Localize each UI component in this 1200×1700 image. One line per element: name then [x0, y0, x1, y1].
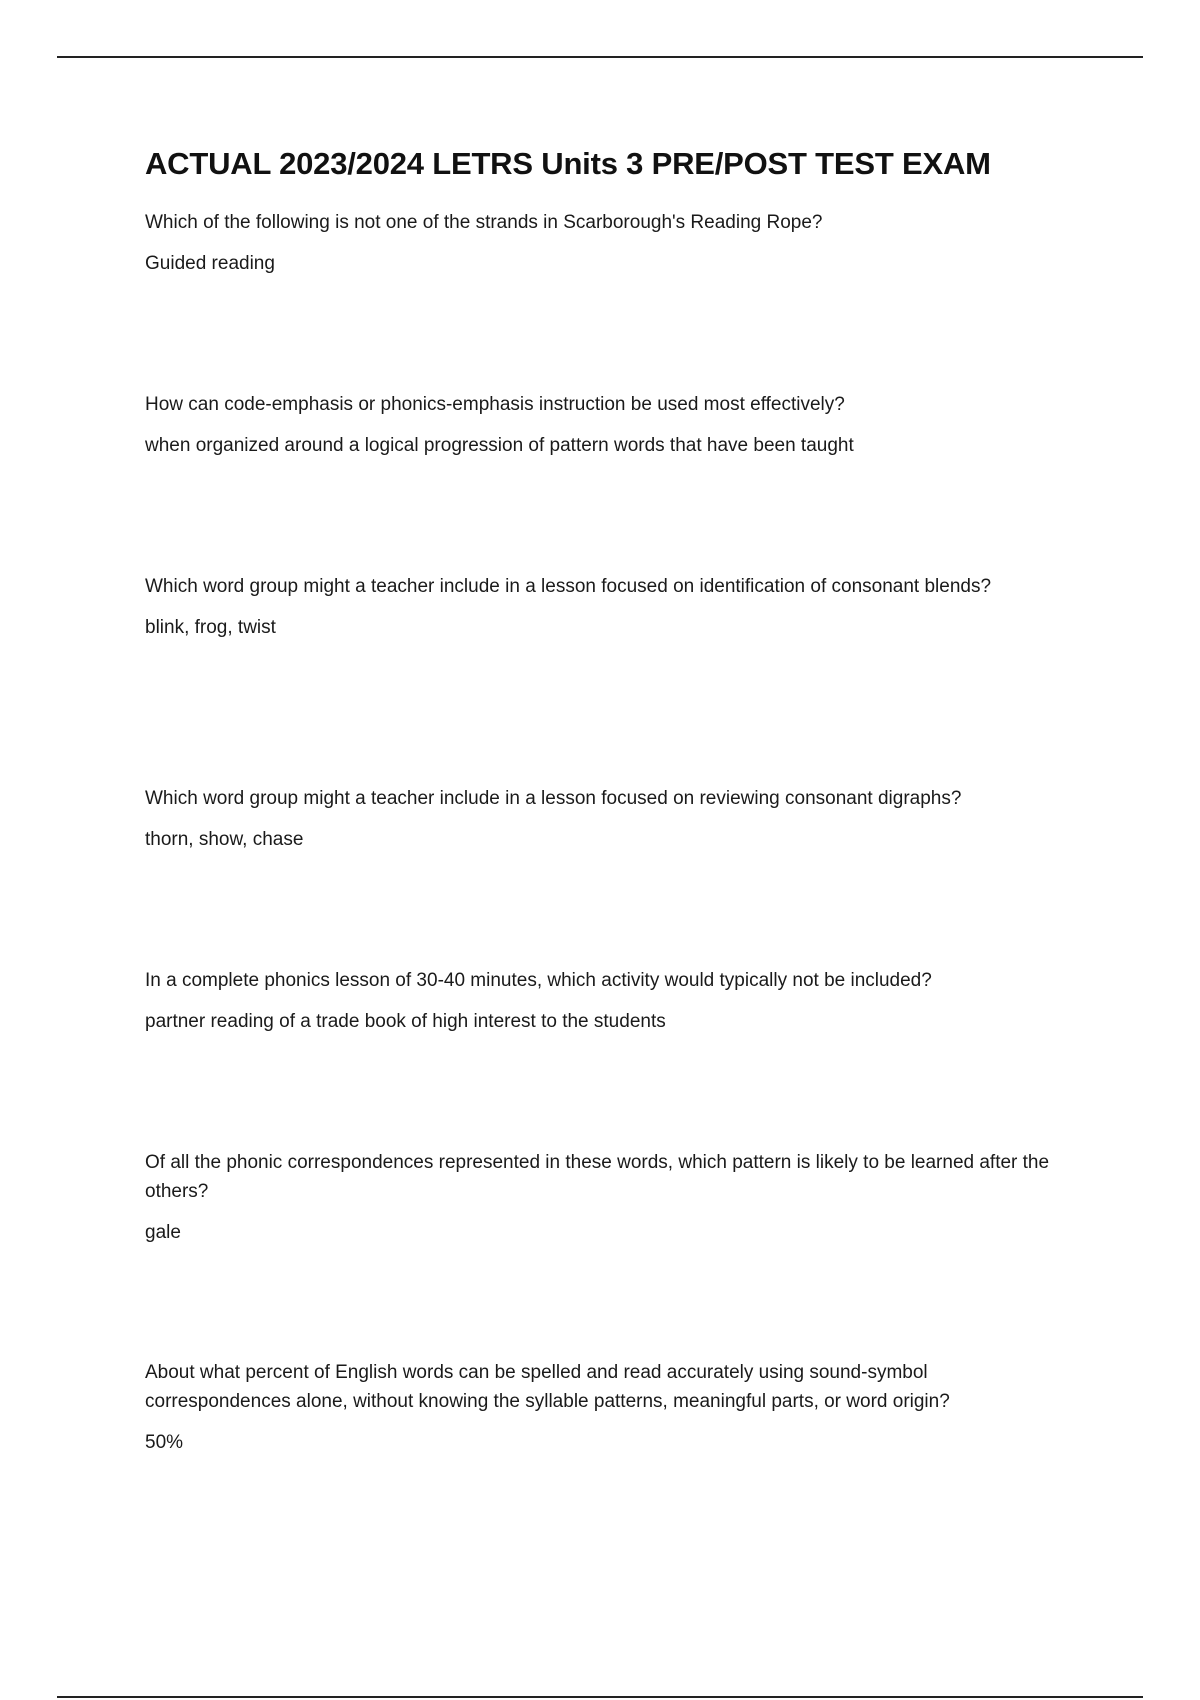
qa-item-1 [145, 208, 1065, 278]
question-text: Of all the phonic correspondences represented in these words, which pattern is likely to be learned after the others? [145, 1152, 1050, 1202]
question-text: About what percent of English words can be spelled and read accurately using sound-symbol correspondences alone, without knowing the syllable patterns, meaningful parts, or word origin? [145, 1362, 950, 1412]
qa-item-6 [145, 1148, 1065, 1247]
answer-text: 50% [145, 1432, 184, 1453]
question-text: In a complete phonics lesson of 30-40 minutes, which activity would typically not be included? [145, 970, 932, 991]
page-title: ACTUAL 2023/2024 LETRS Units 3 PRE/POST TEST EXAM [145, 146, 991, 181]
answer-text: blink, frog, twist [145, 617, 276, 638]
qa-item-2 [145, 390, 1065, 460]
qa-item-4 [145, 784, 1065, 854]
answer-text: partner reading of a trade book of high interest to the students [145, 1011, 666, 1032]
question-text: Which word group might a teacher include in a lesson focused on identification of consonant blends? [145, 576, 992, 597]
question-text: How can code-emphasis or phonics-emphasis instruction be used most effectively? [145, 394, 845, 415]
bottom-rule [57, 1696, 1143, 1698]
answer-text: thorn, show, chase [145, 829, 304, 850]
question-text: Which of the following is not one of the strands in Scarborough's Reading Rope? [145, 212, 823, 233]
answer-text: gale [145, 1222, 181, 1243]
question-text: Which word group might a teacher include in a lesson focused on reviewing consonant digraphs? [145, 788, 962, 809]
qa-item-3 [145, 572, 1065, 642]
qa-item-5 [145, 966, 1065, 1036]
top-rule [57, 56, 1143, 58]
qa-item-7 [145, 1358, 1065, 1457]
answer-text: Guided reading [145, 253, 275, 274]
answer-text: when organized around a logical progression of pattern words that have been taught [145, 435, 854, 456]
